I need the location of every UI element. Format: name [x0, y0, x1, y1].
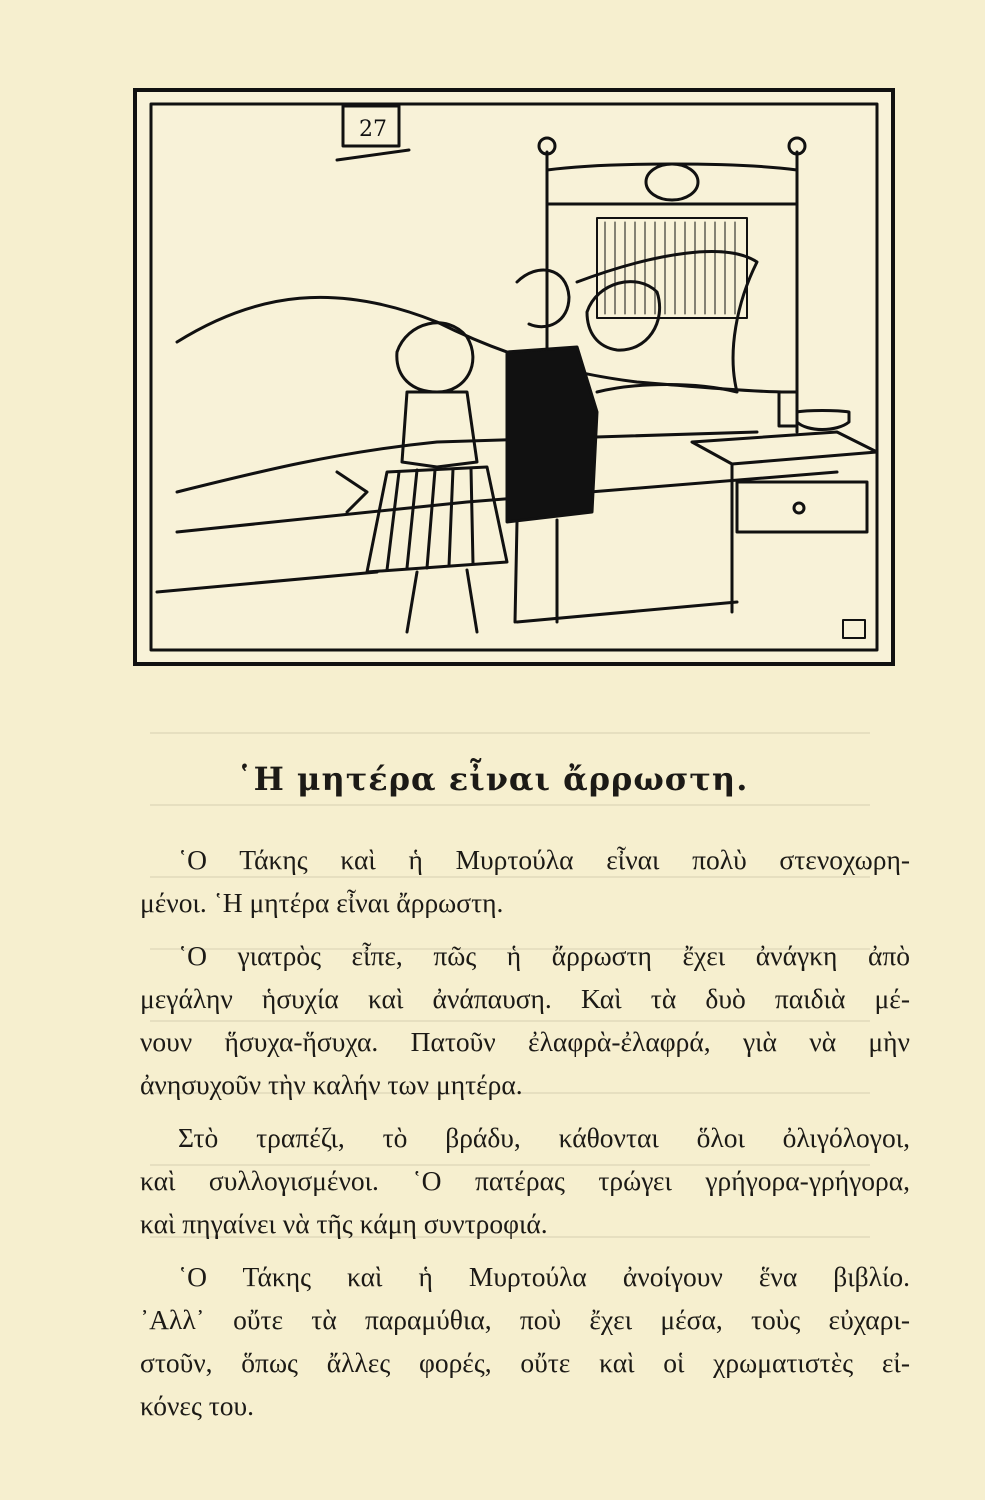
chapter-title: ῾Η μητέρα εἶναι ἄρρωστη. — [236, 760, 749, 798]
paragraph-1 — [140, 838, 910, 924]
text-line: μεγάλην ἡσυχία καὶ ἀνάπαυση. Καὶ τὰ δυὸ παιδιὰ μέ- — [140, 983, 910, 1014]
text-line: ῾Ο Τάκης καὶ ἡ Μυρτούλα εἶναι πολὺ στενοχωρη- — [178, 844, 910, 875]
text-line: στοῦν, ὅπως ἄλλες φορές, οὔτε καὶ οἱ χρωματιστὲς εἰ- — [140, 1347, 910, 1378]
illustration-drawing — [137, 92, 891, 662]
text-line: ῾Ο Τάκης καὶ ἡ Μυρτούλα ἀνοίγουν ἕνα βιβλίο. — [178, 1261, 910, 1292]
text-line: νουν ἥσυχα-ἥσυχα. Πατοῦν ἐλαφρὰ-ἐλαφρά, γιὰ νὰ μὴν — [140, 1026, 910, 1057]
text-line: καὶ πηγαίνει νὰ τῆς κάμη συντροφιά. — [140, 1208, 548, 1239]
text-line: καὶ συλλογισμένοι. ῾Ο πατέρας τρώγει γρήγορα-γρήγορα, — [140, 1165, 910, 1196]
text-line: κόνες του. — [140, 1390, 255, 1421]
body-text — [140, 838, 910, 1437]
text-line: ἀνησυχοῦν τὴν καλήν των μητέρα. — [140, 1069, 523, 1100]
paragraph-2 — [140, 934, 910, 1106]
text-line: ᾿Αλλ᾿ οὔτε τὰ παραμύθια, ποὺ ἔχει μέσα, τοὺς εὐχαρι- — [140, 1304, 910, 1335]
paragraph-4 — [140, 1255, 910, 1427]
text-line: Στὸ τραπέζι, τὸ βράδυ, κάθονται ὅλοι ὀλιγόλογοι, — [178, 1122, 910, 1153]
paragraph-3 — [140, 1116, 910, 1245]
illustration-sick-mother — [133, 88, 895, 666]
calendar-number: 27 — [359, 117, 387, 142]
text-line: μένοι. ῾Η μητέρα εἶναι ἄρρωστη. — [140, 887, 504, 918]
text-line: ῾Ο γιατρὸς εἶπε, πῶς ἡ ἄρρωστη ἔχει ἀνάγκη ἀπὸ — [178, 940, 910, 971]
